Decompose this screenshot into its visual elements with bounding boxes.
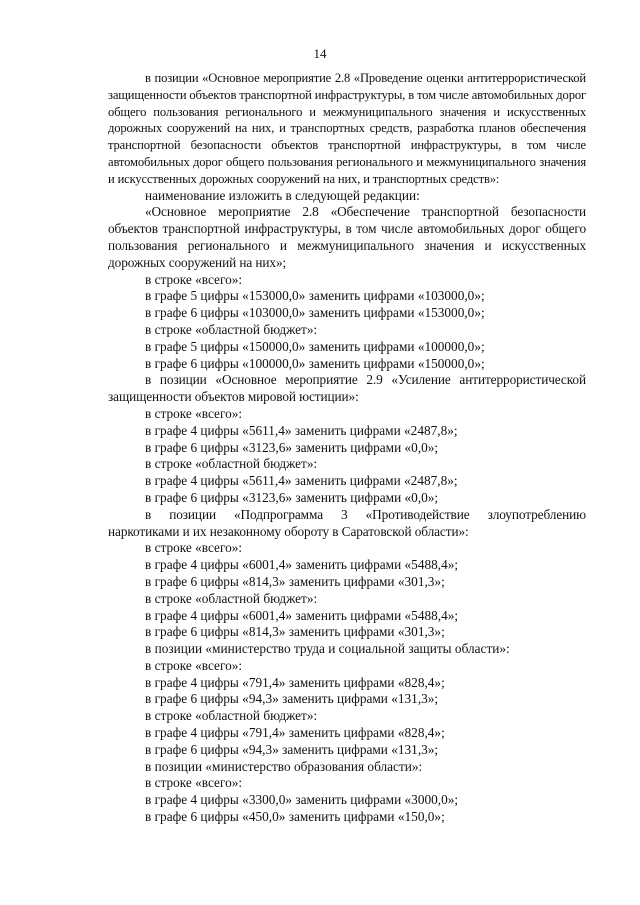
paragraph: в графе 6 цифры «814,3» заменить цифрами «301,3»; bbox=[145, 573, 445, 589]
paragraph: в графе 4 цифры «3300,0» заменить цифрами «3000,0»; bbox=[145, 792, 459, 808]
paragraph: в графе 6 цифры «94,3» заменить цифрами «131,3»; bbox=[145, 741, 439, 757]
paragraph: в графе 6 цифры «3123,6» заменить цифрами «0,0»; bbox=[145, 489, 439, 505]
paragraph: в графе 4 цифры «6001,4» заменить цифрами «5488,4»; bbox=[145, 607, 459, 623]
paragraph: в строке «всего»: bbox=[145, 775, 243, 791]
paragraph: в графе 6 цифры «100000,0» заменить цифрами «150000,0»; bbox=[145, 355, 485, 371]
document-body bbox=[108, 70, 586, 826]
paragraph: в графе 5 цифры «150000,0» заменить цифрами «100000,0»; bbox=[145, 338, 485, 354]
paragraph: в графе 6 цифры «814,3» заменить цифрами «301,3»; bbox=[145, 624, 445, 640]
paragraph: наименование изложить в следующей редакции: bbox=[145, 187, 420, 203]
paragraph: в графе 4 цифры «791,4» заменить цифрами «828,4»; bbox=[145, 674, 445, 690]
paragraph: «Основное мероприятие 2.8 «Обеспечение транспортной безопасности объектов транспортной инфраструктуры, в том числе автомобильных дорог общего пользования регионального и межмуниципального значения и искусственных дорожных сооружений на них»; bbox=[108, 204, 586, 270]
paragraph: в строке «областной бюджет»: bbox=[145, 590, 318, 606]
paragraph: в строке «областной бюджет»: bbox=[145, 321, 318, 337]
paragraph: в строке «областной бюджет»: bbox=[145, 708, 318, 724]
paragraph: в позиции «министерство образования области»: bbox=[145, 758, 423, 774]
paragraph: в графе 4 цифры «6001,4» заменить цифрами «5488,4»; bbox=[145, 557, 459, 573]
paragraph: в строке «областной бюджет»: bbox=[145, 456, 318, 472]
paragraph: в графе 4 цифры «791,4» заменить цифрами «828,4»; bbox=[145, 725, 445, 741]
page-number: 14 bbox=[313, 46, 327, 61]
paragraph: в позиции «Подпрограмма 3 «Противодействие злоупотреблению наркотиками и их незаконному обороту в Саратовской области»: bbox=[108, 506, 586, 539]
paragraph: в строке «всего»: bbox=[145, 405, 243, 421]
paragraph: в позиции «Основное мероприятие 2.8 «Проведение оценки антитеррористической защищенности объектов транспортной инфраструктуры, в том числе автомобильных дорог общего пользования регионального и межмуниципального значения и искусственных дорожных сооружений на них, и транспортных средств, разработка планов обеспечения транспортной безопасности объектов транспортной инфраструктуры, в том числе автомобильных дорог общего пользования регионального и межмуниципального значения и искусственных дорожных сооружений на них, и транспортных средств»: bbox=[108, 71, 587, 186]
paragraph: в графе 4 цифры «5611,4» заменить цифрами «2487,8»; bbox=[145, 473, 458, 489]
paragraph: в графе 6 цифры «450,0» заменить цифрами «150,0»; bbox=[145, 809, 445, 825]
paragraph: в строке «всего»: bbox=[145, 540, 243, 556]
paragraph: в графе 6 цифры «3123,6» заменить цифрами «0,0»; bbox=[145, 439, 439, 455]
paragraph: в позиции «министерство труда и социальной защиты области»: bbox=[145, 641, 510, 657]
paragraph: в графе 5 цифры «153000,0» заменить цифрами «103000,0»; bbox=[145, 288, 485, 304]
paragraph: в графе 6 цифры «94,3» заменить цифрами «131,3»; bbox=[145, 691, 439, 707]
paragraph: в строке «всего»: bbox=[145, 271, 243, 287]
paragraph: в строке «всего»: bbox=[145, 657, 243, 673]
paragraph: в графе 6 цифры «103000,0» заменить цифрами «153000,0»; bbox=[145, 305, 485, 321]
paragraph: в позиции «Основное мероприятие 2.9 «Усиление антитеррористической защищенности объектов мировой юстиции»: bbox=[108, 372, 586, 405]
paragraph: в графе 4 цифры «5611,4» заменить цифрами «2487,8»; bbox=[145, 422, 458, 438]
